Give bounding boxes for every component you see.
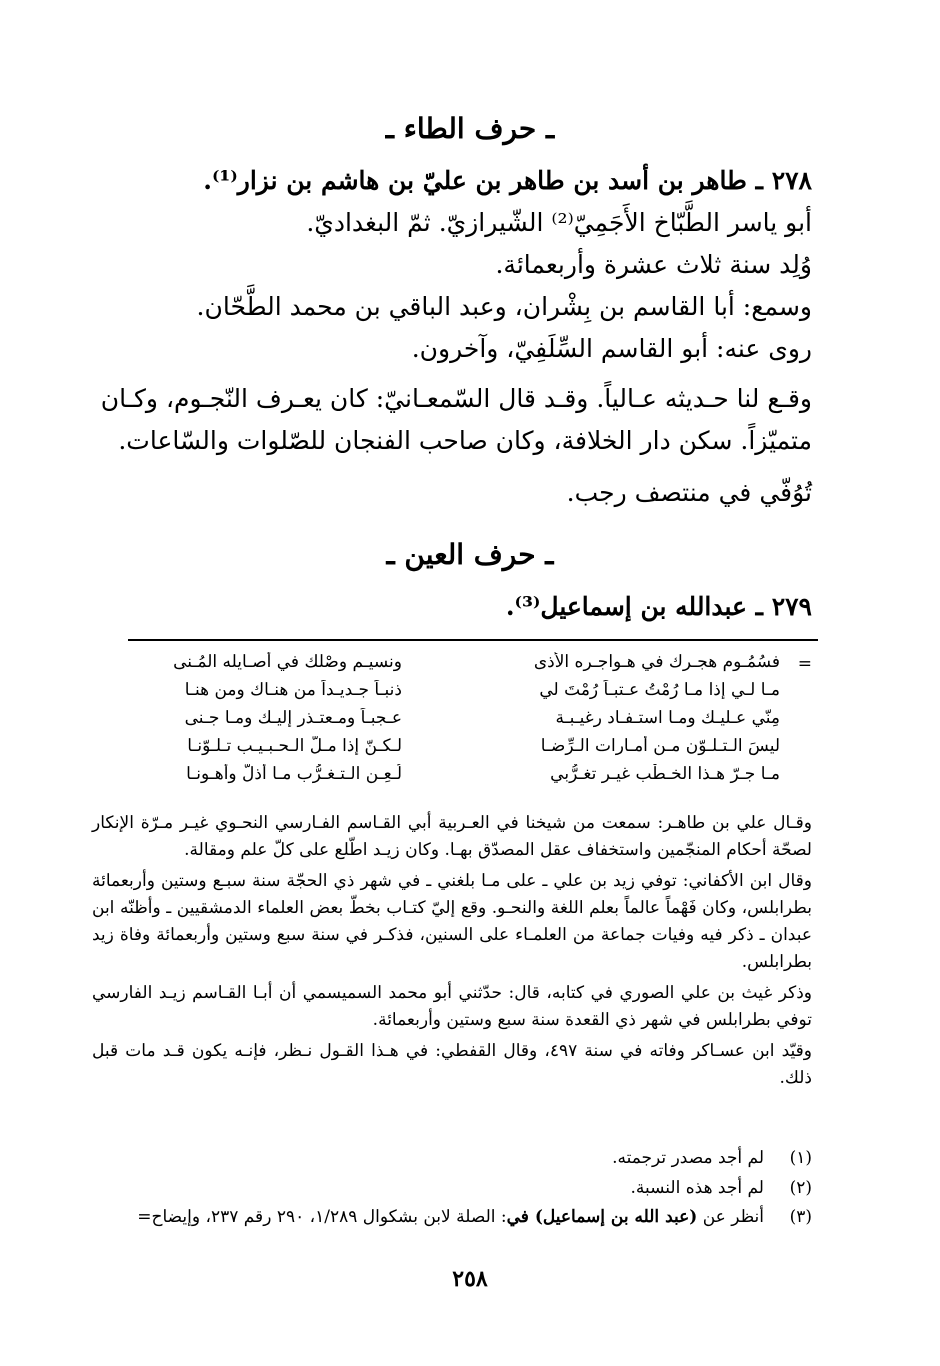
verse-hemistich-right: مِنّي عـليـك ومـا استـفـاد رغيـبـة [555,708,780,728]
verse-hemistich-right: فسُمُـوم هجـرك في هـواجـره الأذى [533,652,780,672]
verse-hemistich-right: مـا جـرّ هـذا الخـطْب غيـر تغـرُّبي [550,764,780,784]
note-paragraph: وقيّد ابن عسـاكر وفاته في سنة ٤٩٧، وقال القفطي: في هـذا القـول نـظر، فإنـه يكون قـد مات قبل ذلك. [92,1041,812,1088]
footnote-text: لم أجد هذه النسبة. [630,1178,764,1198]
entry-278-line-3: وسمع: أبا القاسم بن بِشْران، وعبد الباقي بن محمد الطَّحّان. [196,292,812,321]
verse-row [122,736,812,764]
entry-278-line-1: أبو ياسر الطَّبّاخ الأَجَمِيّ⁽²⁾ الشّيرازيّ. ثمّ البغداديّ. [306,208,812,237]
footnote-number: (٢) [789,1178,812,1198]
verse-row [122,680,812,708]
verse-hemistich-left: عـجبـاً ومـعتـذر إليـك ومـا جـنى [184,708,402,728]
note-paragraph: وقـال علي بن طاهـر: سمعت من شيخنا في العـربية أبي القـاسم الفـارسي النحـوي غيـر مـرّة الإنكار لصحّة أحكام المنجّمين واستخفاف عقل المصدّق بهـا. وكان زيـد اطّلع على كلّ علم ومقالة. [92,813,812,860]
continuation-marker: = [797,654,812,674]
footnote-separator [128,639,818,641]
entry-279-title: ٢٧٩ ـ عبدالله بن إسماعيل⁽³⁾. [505,592,812,621]
verse-hemistich-left: لـكـنّ إذا مـلّ الـحـبـيـب تـلـوّنـا [187,736,402,756]
entry-278-line-0: ٢٧٨ ـ طاهر بن أسد بن طاهر بن عليّ بن هاشم بن نزار⁽¹⁾. [203,166,812,195]
footnote-number: (١) [789,1148,812,1168]
footnote-2 [630,1178,812,1198]
verse-hemistich-left: ذنبـاً جـديـداً من هنـاك ومن هنـا [184,680,402,700]
verse-row [122,764,812,792]
entry-278-line-2: وُلِد سنة ثلاث عشرة وأربعمائة. [495,250,812,279]
footnote-text-pre: أنظر عن [697,1207,764,1227]
footnote-3 [137,1207,812,1227]
verse-hemistich-left: ونسيـم وصْلك في أصـايله المُـنى [173,652,402,672]
note-paragraph: وقال ابن الأكفاني: توفي زيد بن علي ـ على مـا بلغني ـ في شهر ذي الحجّة سنة سبـع وستين وأربعمائة بطرابلس، وكان فَهْماً عالماً بعلم اللغة والنحـو. وقع إليّ كتـاب بخطّ بعض العلماء الدمشقيين ـ وأظنّه ابن عبدان ـ ذكر فيه وفيات جماعة من العلمـاء على السنين، فذكـر في سنة سبع وستين وأربعمائة وفاة زيد بطرابلس. [92,871,812,972]
verse-hemistich-left: لُـعِـن الـتـغـرُّب مـا أذلّ وأهـونـا [186,764,402,784]
entry-278-line-5: وقـع لنا حـديثه عـالياً. وقـد قال السّمعـانيّ: كان يعـرف النّجـوم، وكـان [100,384,812,413]
verse-hemistich-right: مـا لـي إذا مـا رُمْتُ عـتبـاً رُمْتَ لي [539,680,780,700]
entry-278-line-6: متميّزاً. سكن دار الخلافة، وكان صاحب الفنجان للصّلوات والسّاعات. [118,426,812,455]
section-heading-ayn: ـ حرف العين ـ [386,538,554,571]
footnote-continuation [92,810,812,1096]
entry-278-line-7: تُوُفّي في منتصف رجب. [566,478,812,507]
note-paragraph: وذكر غيث بن علي الصوري في كتابه، قال: حدّثني أبو محمد السميسمي أن أبـا القـاسم زيـد الفارسي توفي بطرابلس في شهر ذي القعدة سنة سبع وستين وأربعمائة. [92,983,812,1030]
footnote-number: (٣) [789,1207,812,1227]
entry-278-line-4: روى عنه: أبو القاسم السِّلَفِيّ، وآخرون. [411,334,812,363]
verse-row [122,652,812,680]
footnote-1 [612,1148,812,1168]
section-heading-ta: ـ حرف الطاء ـ [385,112,555,145]
verse-row [122,708,812,736]
verse-hemistich-right: ليسَ الـتـلـوّن مـن أمـارات الـرِّضـا [540,736,780,756]
page-number: ٢٥٨ [452,1266,488,1292]
entry-278-title [203,166,812,195]
footnote-text-post: : الصلة لابن بشكوال ١/٢٨٩، ٢٩٠ رقم ٢٣٧، وإيضاح= [137,1207,507,1227]
footnote-text-bold: (عبد الله بن إسماعيل) في [506,1207,698,1227]
footnote-text: لم أجد مصدر ترجمته. [612,1148,764,1168]
